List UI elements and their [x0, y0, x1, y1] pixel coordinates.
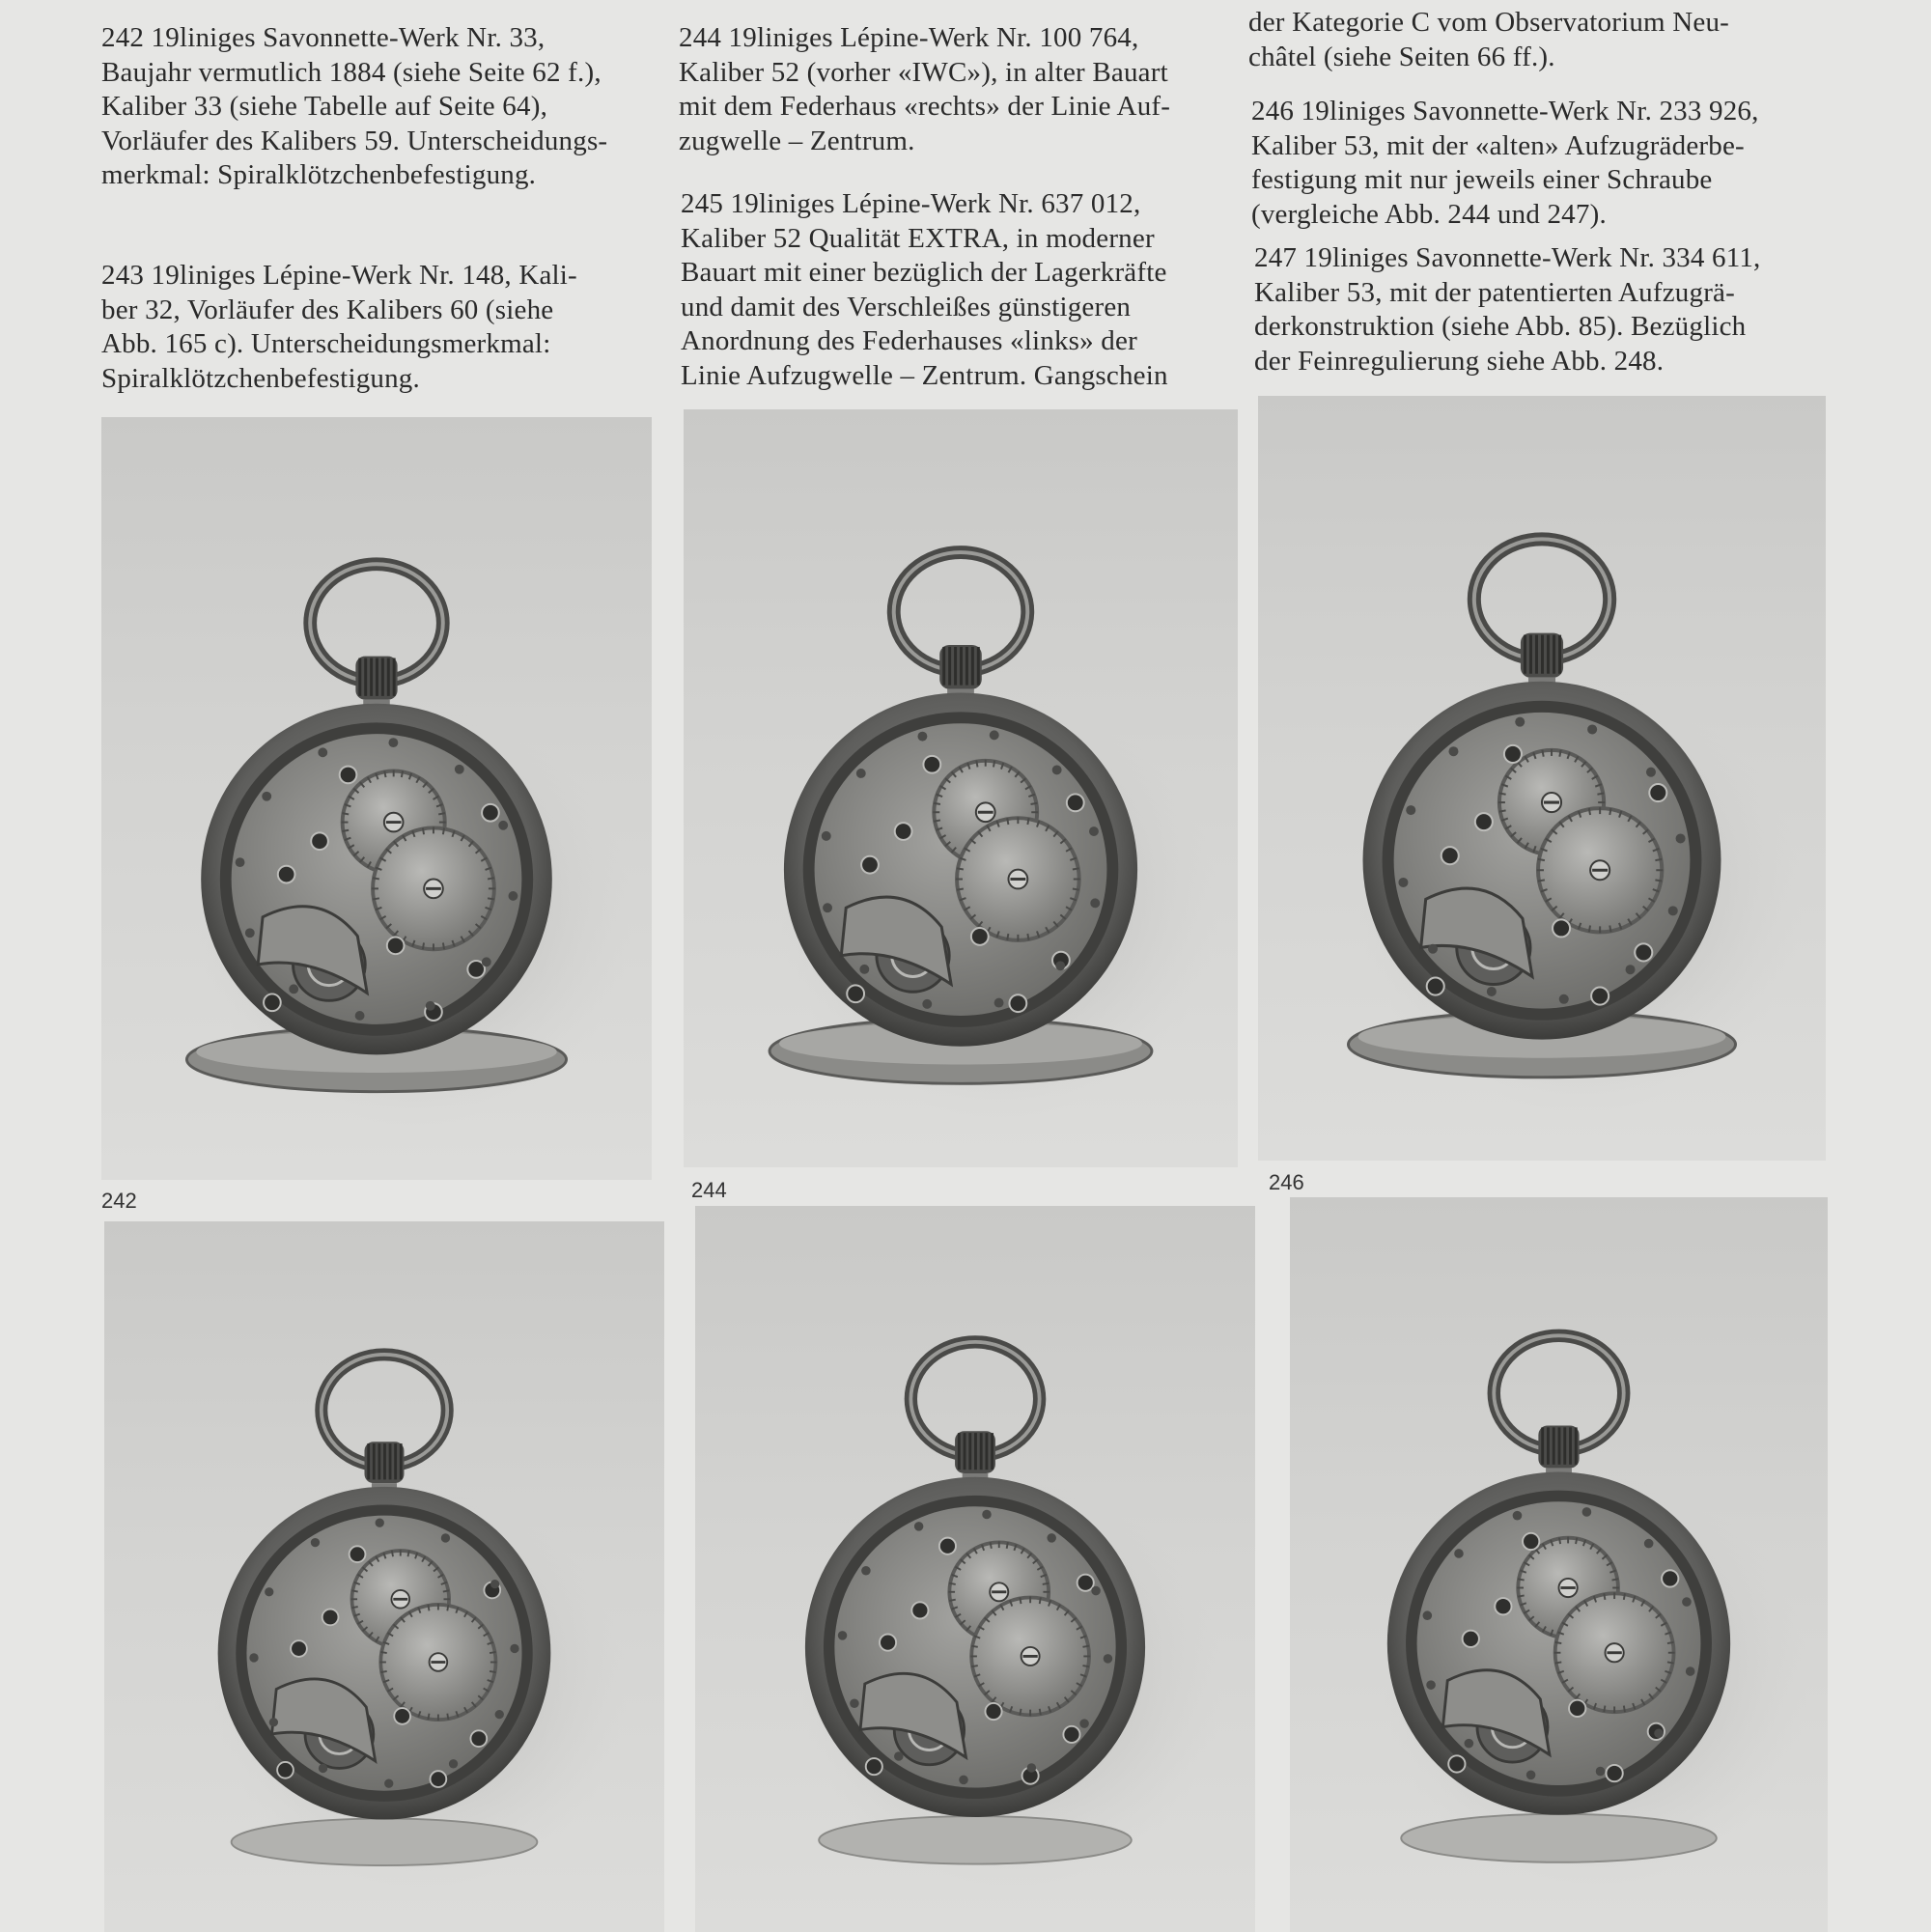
pocket-watch-movement-illustration — [684, 409, 1238, 1167]
caption-line: Linie Aufzugwelle – Zentrum. Gangschein — [681, 359, 1168, 391]
photo-242 — [101, 417, 652, 1180]
caption-242 — [101, 21, 647, 193]
pocket-watch-movement-illustration — [1258, 396, 1826, 1161]
caption-line: 247 19liniges Savonnette-Werk Nr. 334 611, — [1254, 242, 1761, 273]
caption-line: der Feinregulierung siehe Abb. 248. — [1254, 345, 1665, 377]
pocket-watch-movement-illustration — [695, 1206, 1255, 1932]
caption-line: Bauart mit einer bezüglich der Lagerkräfte — [681, 257, 1167, 288]
caption-line: châtel (siehe Seiten 66 ff.). — [1248, 41, 1555, 72]
caption-line: 242 19liniges Savonnette-Werk Nr. 33, — [101, 22, 546, 53]
pocket-watch-movement-illustration — [104, 1221, 664, 1932]
caption-245 — [681, 187, 1221, 393]
figure-number: 246 — [1269, 1170, 1304, 1194]
caption-line: merkmal: Spiralklötzchenbefestigung. — [101, 159, 537, 190]
caption-line: Kaliber 33 (siehe Tabelle auf Seite 64), — [101, 91, 548, 122]
caption-line: mit dem Federhaus «rechts» der Linie Auf- — [679, 91, 1171, 122]
caption-line: 243 19liniges Lépine-Werk Nr. 148, Kali- — [101, 260, 577, 291]
caption-line: Baujahr vermutlich 1884 (siehe Seite 62 f.), — [101, 56, 602, 88]
caption-line: Vorläufer des Kalibers 59. Unterscheidungs- — [101, 125, 608, 156]
caption-line: und damit des Verschleißes günstigeren — [681, 291, 1132, 322]
photo-246 — [1258, 396, 1826, 1161]
caption-243 — [101, 259, 647, 396]
caption-line: der Kategorie C vom Observatorium Neu- — [1248, 7, 1730, 38]
photo-247 — [1290, 1197, 1828, 1932]
caption-line: Abb. 165 c). Unterscheidungsmerkmal: — [101, 328, 551, 359]
caption-line: derkonstruktion (siehe Abb. 85). Bezüglich — [1254, 311, 1747, 342]
caption-247 — [1254, 241, 1795, 378]
caption-line: 246 19liniges Savonnette-Werk Nr. 233 926, — [1251, 96, 1759, 126]
figure-number: 244 — [691, 1178, 727, 1202]
caption-line: 244 19liniges Lépine-Werk Nr. 100 764, — [679, 22, 1139, 53]
caption-246 — [1251, 95, 1789, 232]
caption-line: ber 32, Vorläufer des Kalibers 60 (siehe — [101, 294, 554, 325]
photo-245 — [695, 1206, 1255, 1932]
caption-line: (vergleiche Abb. 244 und 247). — [1251, 198, 1607, 230]
caption-244 — [679, 21, 1215, 158]
caption-line: Kaliber 52 Qualität EXTRA, in moderner — [681, 222, 1155, 254]
pocket-watch-movement-illustration — [101, 417, 652, 1180]
caption-line: festigung mit nur jeweils einer Schraube — [1251, 164, 1713, 195]
caption-line: Kaliber 52 (vorher «IWC»), in alter Bauart — [679, 56, 1168, 88]
caption-line: Kaliber 53, mit der patentierten Aufzugrä- — [1254, 276, 1735, 308]
photo-243 — [104, 1221, 664, 1932]
caption-245-continued — [1248, 6, 1789, 74]
caption-line: Kaliber 53, mit der «alten» Aufzugräderbe- — [1251, 129, 1745, 161]
caption-line: Spiralklötzchenbefestigung. — [101, 362, 420, 394]
caption-line: zugwelle – Zentrum. — [679, 125, 915, 156]
pocket-watch-movement-illustration — [1290, 1197, 1828, 1932]
figure-number: 242 — [101, 1189, 137, 1213]
caption-line: Anordnung des Federhauses «links» der — [681, 325, 1137, 356]
caption-line: 245 19liniges Lépine-Werk Nr. 637 012, — [681, 188, 1141, 219]
photo-244 — [684, 409, 1238, 1167]
